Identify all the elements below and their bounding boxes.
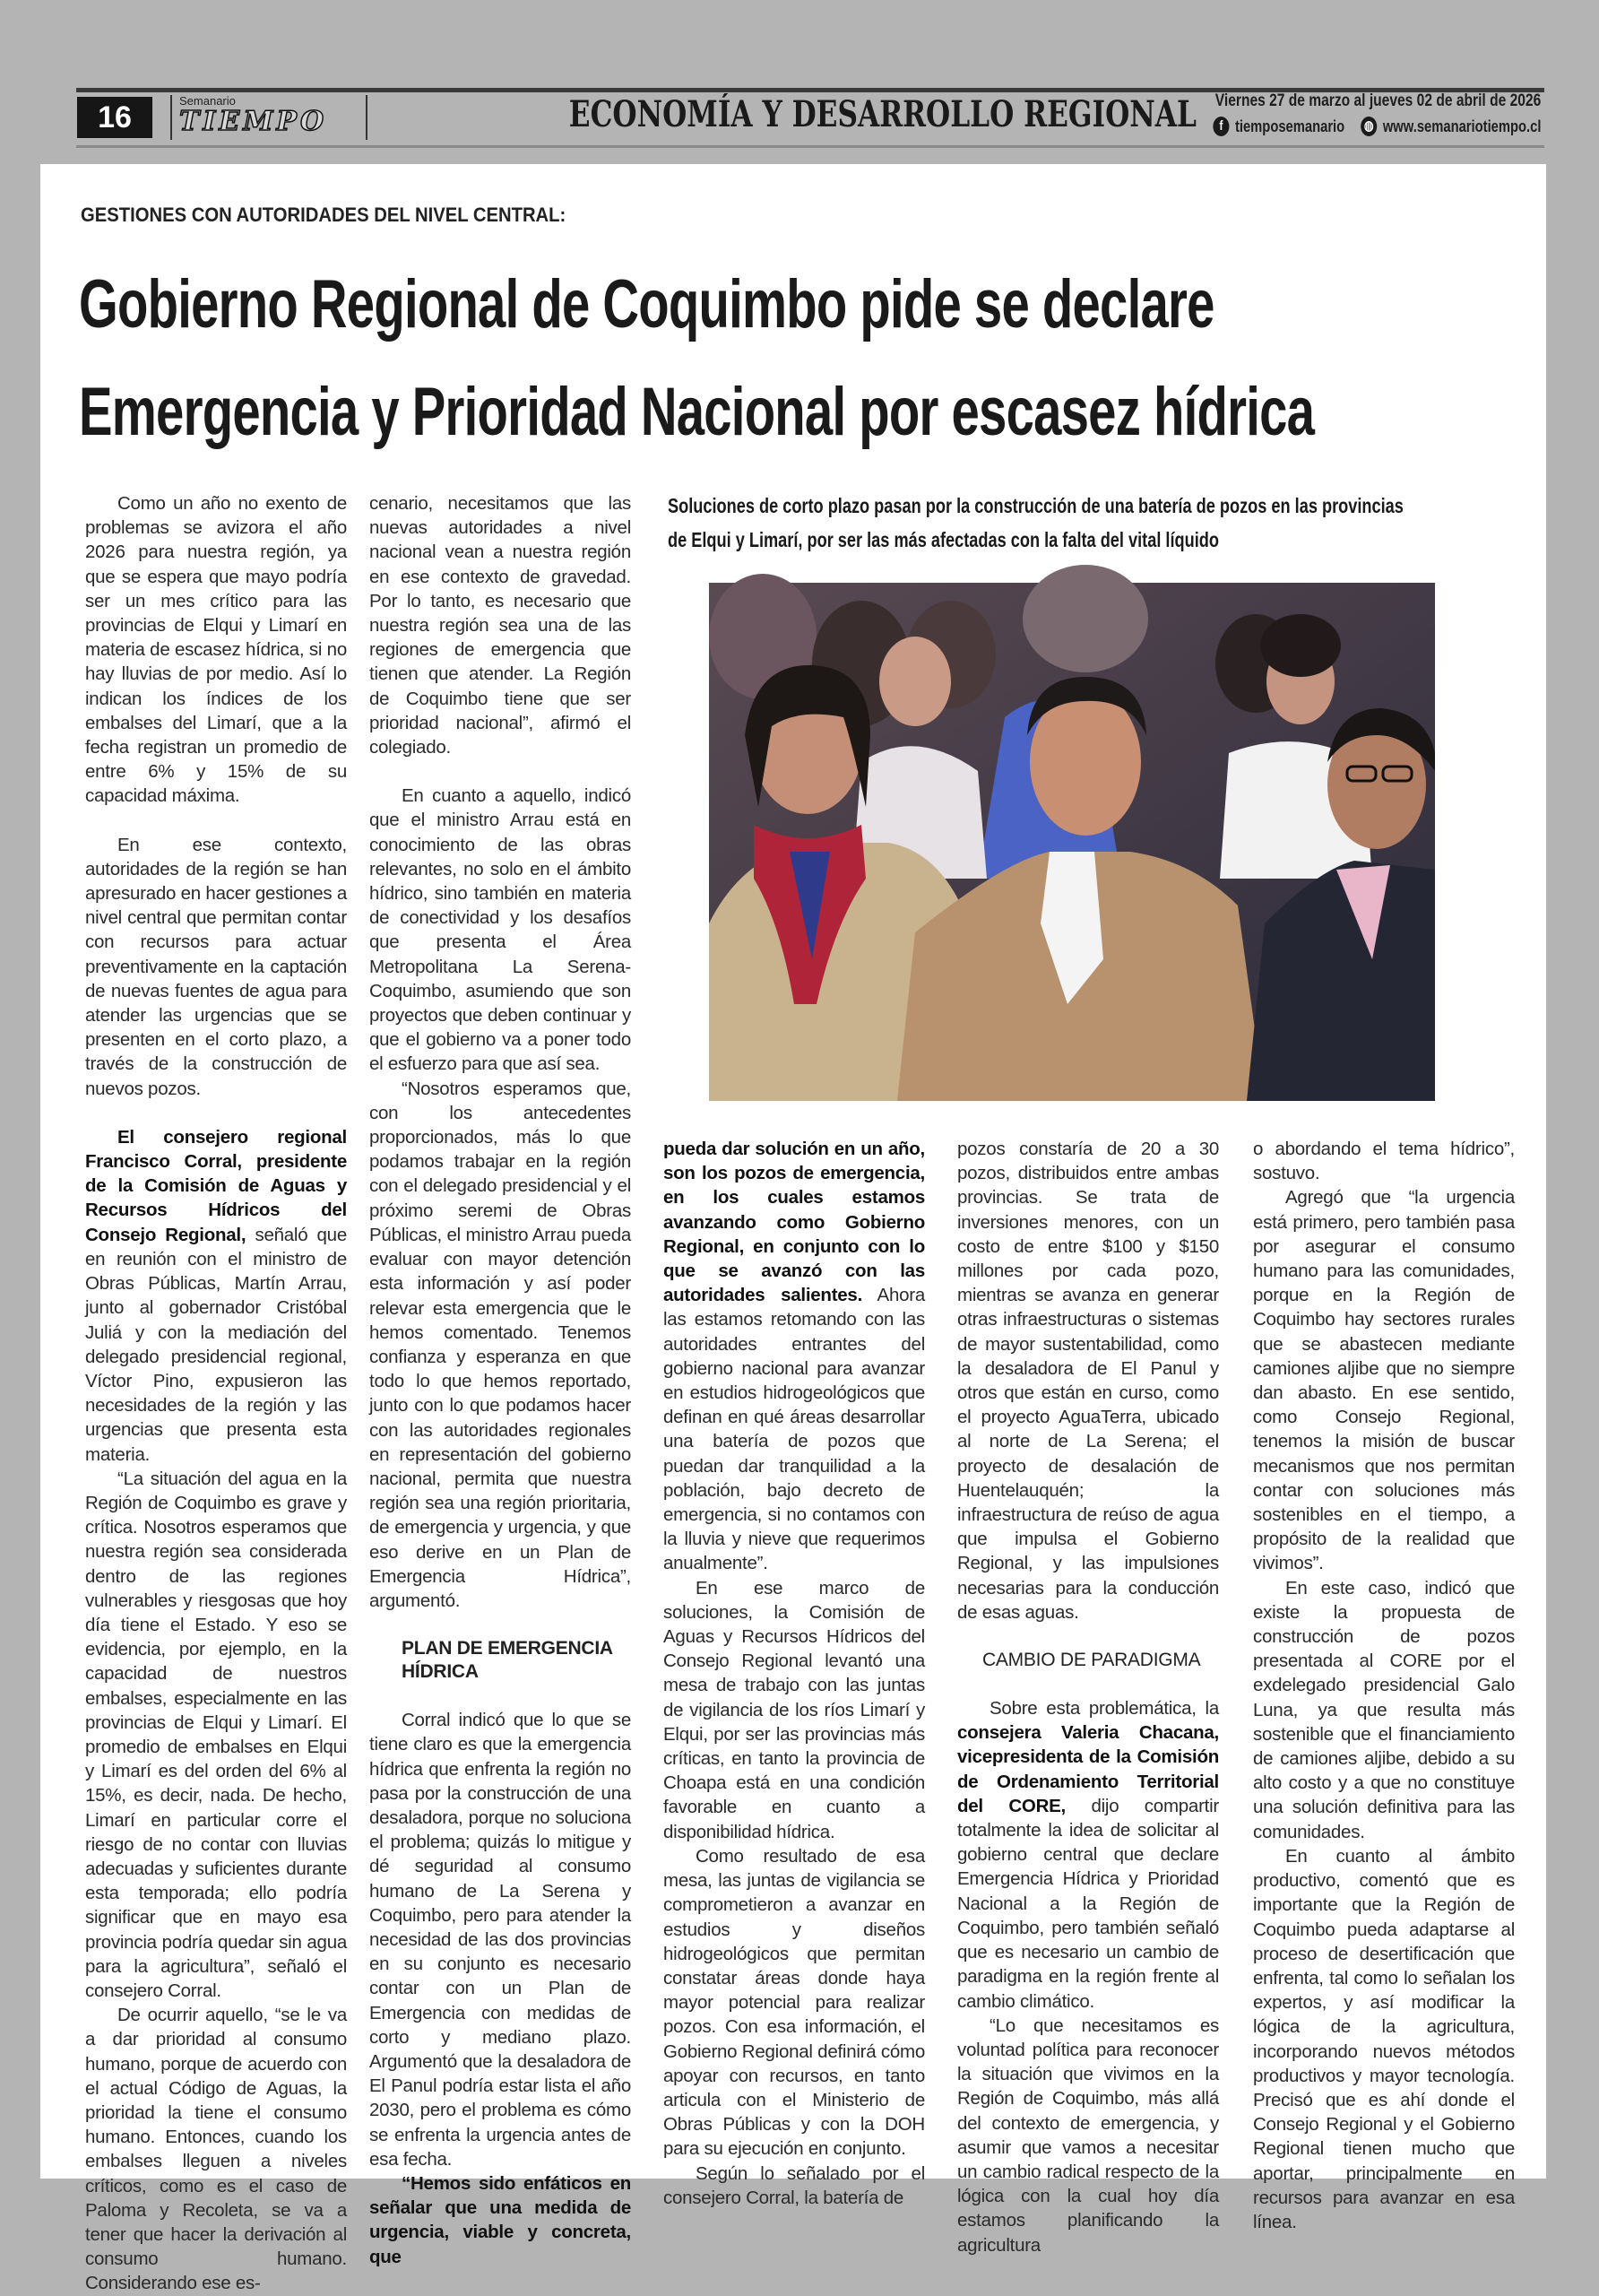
logo-subtitle: Semanario [179,94,236,108]
article-paragraph [663,2162,925,2210]
article-photo [709,583,1435,1101]
body-text: En ese contexto, autoridades de la región se han apresurado en hacer gestiones a nivel central que permitan contar con recursos para actuar preventivamente en la captación de nuevas fuentes de agua para atender las urgencias que se presenten en el corto plazo, a través de la construcción de nuevos pozos. [85,834,347,1099]
article-paragraph [369,1708,631,2171]
body-text: pozos constaría de 20 a 30 pozos, distribuidos entre ambas provincias. Se trata de inversiones menores, con un costo de entre $100 y $150 millones por cada pozo, mientras se avanza en generar otras infraestructuras o sistemas de mayor sustentabilidad, como la desaladora de El Panul y otros que están en curso, como el proyecto AguaTerra, ubicado al norte de La Serena; el proyecto de desalación de Huentelauquén; la infraestructura de reúso de agua que impulsa el Gobierno Regional, y las impulsiones necesarias para la conducción de esas aguas. [957,1139,1219,1623]
article-paragraph [957,1696,1219,2014]
article-paragraph [369,784,631,1076]
body-text: En cuanto al ámbito productivo, comentó que es importante que la Región de Coquimbo pueda adaptarse al proceso de desertificación que enfrenta, tal como lo señalan los expertos, y así modificar la lógica de la agricultura, incorporando nuevos métodos productivos y mayor tecnología. Precisó que es ahí donde el Consejo Regional y el Gobierno Regional tienen mucho que aportar, principalmente en recursos para avanzar en esa línea. [1253,1845,1515,2232]
article-column-1 [85,491,347,2294]
section-title: ECONOMÍA Y DESARROLLO REGIONAL [568,93,1197,135]
article-paragraph [1253,1137,1515,1185]
newspaper-logo [170,95,367,140]
subheading: PLAN DE EMERGENCIA HÍDRICA [402,1638,613,1683]
header-bottom-rule [76,145,1544,148]
article-column-5 [1253,1137,1515,2232]
article-paragraph [85,1467,347,2003]
body-text: Según lo señalado por el consejero Corral, la batería de [663,2162,925,2208]
social-links [1213,117,1541,136]
subtitle-line: de Elqui y Limarí, por ser las más afectadas con la falta del vital líquido [668,528,1219,551]
body-text: Ahora las estamos retomando con las autoridades entrantes del gobierno nacional para avanzar en estudios hidrogeológicos que definan en qué áreas desarrollar una batería de pozos que puedan dar tranquilidad a la población, bajo decreto de emergencia, si no contamos con la lluvia y nieve que requerimos anualmente”. [663,1285,925,1574]
bold-text: “Hemos sido enfáticos en señalar que una medida de urgencia, viable y concreta, que [369,2173,631,2267]
body-text: o abordando el tema hídrico”, sostuvo. [1253,1139,1515,1184]
article-column-3 [663,1137,925,2208]
article-paragraph [663,1576,925,1844]
facebook-handle[interactable]: tiemposemanario [1234,117,1344,135]
article-paragraph [663,1844,925,2162]
article-paragraph [85,833,347,1101]
bold-text: consejera Valeria Chacana, vicepresidenta de la Comisión de Ordenamiento Territorial del CORE, [957,1722,1219,1816]
article-paragraph [1253,1576,1515,1844]
globe-icon: ◍ [1361,117,1377,136]
headline-line-2: Emergencia y Prioridad Nacional por escasez hídrica [79,374,1315,450]
body-text: cenario, necesitamos que las nuevas autoridades a nivel nacional vean a nuestra región en ese contexto de gravedad. Por lo tanto, es necesario que nuestra región sea una de las regiones de emergencia que tienen que atender. La Región de Coquimbo tiene que ser prioridad nacional”, afirmó el colegiado. [369,493,631,758]
body-text: En cuanto a aquello, indicó que el ministro Arrau está en conocimiento de las obras relevantes, no solo en el ámbito hídrico, sino también en materia de conectividad y los desafíos que presenta el Área Metropolitana La Serena-Coquimbo, asumiendo que son proyectos que deben continuar y que el gobierno va a poner todo el esfuerzo para que así sea. [369,785,631,1075]
subheading: CAMBIO DE PARADIGMA [982,1650,1201,1671]
article-paragraph [663,1137,925,1576]
body-text: Corral indicó que lo que se tiene claro es que la emergencia hídrica que enfrenta la región no pasa por la construcción de una desaladora, porque no soluciona el problema; quizás lo mitigue y dé seguridad al consumo humano de La Serena y Coquimbo, pero para atender la necesidad de las dos provincias en su conjunto es necesario contar con un Plan de Emergencia con medidas de corto y mediano plazo. Argumentó que la desaladora de El Panul podría estar lista el año 2030, pero el problema es cómo se enfrenta la urgencia antes de esa fecha. [369,1710,631,2170]
page-number: 16 [77,97,152,138]
body-text: Como un año no exento de problemas se avizora el año 2026 para nuestra región, ya que se espera que mayo podría ser un mes crítico para las provincias de Elqui y Limarí en materia de escasez hídrica, si no hay lluvias de por medio. Así lo indican los índices de los embalses del Limarí, que a la fecha registran un promedio de entre 6% y 15% de su capacidad máxima. [85,493,347,807]
logo-title: TIEMPO [179,106,328,137]
body-text: “Lo que necesitamos es voluntad política para reconocer la situación que vivimos en la Región de Coquimbo, más allá del contexto de emergencia, y asumir que vamos a necesitar un cambio radical respecto de la lógica con la cual hoy día estamos planificando la agricultura [957,2014,1219,2256]
body-text: “Nosotros esperamos que, con los antecedentes proporcionados, más lo que podamos trabajar en la región con el delegado presidencial y el próximo seremi de Obras Públicas, el ministro Arrau pueda evaluar con mayor detención esta información y así poder relevar esta emergencia que le hemos comentado. Tenemos confianza y esperanza en que todo lo que hemos reportado, junto con lo que podamos hacer con las autoridades regionales en representación del gobierno nacional, permita que nuestra región sea una región prioritaria, de emergencia y urgencia, y que eso derive en un Plan de Emergencia Hídrica”, argumentó. [369,1078,631,1611]
article-paragraph [369,491,631,759]
body-text: Como resultado de esa mesa, las juntas de vigilancia se comprometieron a avanzar en estudios y diseños hidrogeológicos que permitan constatar áreas donde haya mayor potencial para realizar pozos. Con esa información, el Gobierno Regional definirá cómo apoyar con recursos, en tanto articula con el Ministerio de Obras Públicas y con la DOH para su ejecución en conjunto. [663,1845,925,2160]
article-paragraph [369,1077,631,1613]
website-link[interactable]: www.semanariotiempo.cl [1382,117,1541,135]
subtitle-line: Soluciones de corto plazo pasan por la construcción de una batería de pozos en las provincias [668,494,1404,517]
body-text: En este caso, indicó que existe la propuesta de construcción de pozos presentada al CORE por el exdelegado presidencial Galo Luna, ya que resulta más sostenible que el financiamiento de camiones aljibe, debido a su alto costo y a que no constituye una solución definitiva para las comunidades. [1253,1577,1515,1842]
article-kicker: GESTIONES CON AUTORIDADES DEL NIVEL CENTRAL: [81,204,566,226]
body-text: En ese marco de soluciones, la Comisión de Aguas y Recursos Hídricos del Consejo Regional levantó una mesa de trabajo con las juntas de vigilancia de los ríos Limarí y Elqui, por ser las provincias más críticas, en tanto la provincia de Choapa está en una condición favorable en cuanto a disponibilidad hídrica. [663,1577,925,1842]
article-subtitle [668,489,1599,557]
article-column-2 [369,491,631,2267]
body-text: Agregó que “la urgencia está primero, pero también pasa por asegurar el consumo humano para las comunidades, porque en la Región de Coquimbo hay sectores rurales que se abastecen mediante camiones aljibe que no siempre dan abasto. En ese sentido, como Consejo Regional, tenemos la misión de buscar mecanismos que nos permitan contar con soluciones más sostenibles en el tiempo, a propósito de la realidad que vivimos”. [1253,1187,1515,1574]
article-paragraph [85,2003,347,2295]
article-paragraph [369,2171,631,2269]
article-paragraph [957,1137,1219,1625]
bold-text: El consejero regional Francisco Corral, presidente de la Comisión de Aguas y Recursos Hídricos del Consejo Regional, [85,1126,347,1245]
article-paragraph [85,491,347,809]
article-paragraph [1253,1185,1515,1575]
article-paragraph [957,2014,1219,2257]
headline-line-1: Gobierno Regional de Coquimbo pide se declare [79,266,1214,342]
article-column-4 [957,1137,1219,2256]
body-text: señaló que en reunión con el ministro de Obras Públicas, Martín Arrau, junto al gobernador Cristóbal Juliá y con la mediación del delegado presidencial regional, Víctor Pino, expusieron las necesidades de la región y las urgencias que presenta esta materia. [85,1224,347,1465]
bold-text: pueda dar solución en un año, son los pozos de emergencia, en los cuales estamos avanzando como Gobierno Regional, en conjunto con lo que se avanzó con las autoridades salientes. [663,1139,925,1306]
facebook-icon: f [1213,117,1229,136]
body-text: Sobre esta problemática, la [990,1698,1219,1720]
issue-date: Viernes 27 de marzo al jueves 02 de abril de 2026 [1214,91,1541,110]
body-text: dijo compartir totalmente la idea de solicitar al gobierno central que declare Emergencia Hídrica y Prioridad Nacional a la Región de Coquimbo, pero también señaló que es necesario un cambio de paradigma en la región frente al cambio climático. [957,1795,1219,2012]
body-text: De ocurrir aquello, “se le va a dar prioridad al consumo humano, porque de acuerdo con el actual Código de Aguas, la prioridad la tiene el consumo humano. Entonces, cuando los embalses lleguen a niveles críticos, como es el caso de Paloma y Recoleta, se va a tener que hacer la derivación al consumo humano. Considerando ese es- [85,2005,347,2294]
body-text: “La situación del agua en la Región de Coquimbo es grave y crítica. Nosotros esperamos que nuestra región sea considerada dentro de las regiones vulnerables y riesgosas que hoy día tiene el Estado. Y eso se evidencia, por ejemplo, en la capacidad de nuestros embalses, especialmente en las provincias de Elqui y Limarí. El promedio de embalses en Elqui y Limarí es del orden del 6% al 15%, es decir, nada. De hecho, Limarí en particular corre el riesgo de no contar con lluvias adecuadas y suficientes durante esta temporada; ello podría significar que en mayo esa provincia podría quedar sin agua para la agricultura”, señaló el consejero Corral. [85,1468,347,2001]
article-paragraph [85,1125,347,1467]
photo-officials-seated [709,583,1435,1101]
article-paragraph [1253,1844,1515,2234]
